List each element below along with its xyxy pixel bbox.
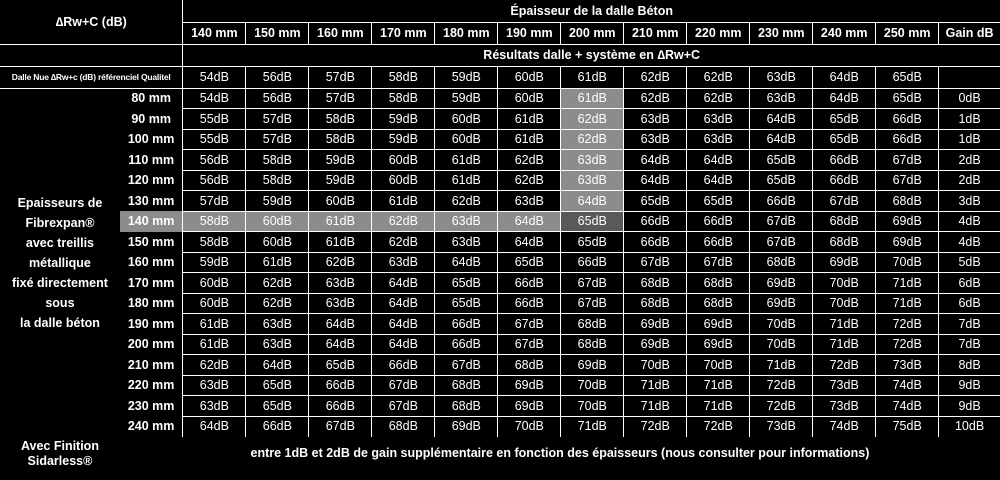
table-cell: 58dB [309,129,372,150]
table-cell: 68dB [876,191,939,212]
table-cell: 67dB [498,314,561,335]
table-cell: 66dB [687,211,750,232]
table-cell: 10dB [939,416,1000,437]
table-cell: 67dB [561,273,624,294]
table-cell: 7dB [939,314,1000,335]
table-cell: 64dB [813,88,876,109]
table-cell: 67dB [813,191,876,212]
side-label-line: la dalle béton [20,315,100,330]
table-cell: 56dB [183,150,246,171]
table-cell: 58dB [183,232,246,253]
table-cell: 70dB [561,375,624,396]
reference-value: 57dB [309,66,372,88]
reference-value: 60dB [498,66,561,88]
table-cell: 55dB [183,109,246,130]
table-cell: 61dB [183,314,246,335]
footer-label-line: Sidarless® [27,453,93,468]
table-cell: 64dB [435,252,498,273]
table-cell: 73dB [813,396,876,417]
table-cell: 66dB [435,314,498,335]
reference-value: 59dB [435,66,498,88]
table-cell: 60dB [246,211,309,232]
table-cell: 64dB [561,191,624,212]
table-cell: 66dB [309,375,372,396]
table-row [0,252,1000,273]
table-cell: 2dB [939,170,1000,191]
table-cell: 75dB [876,416,939,437]
row-thickness: 190 mm [127,316,175,331]
table-row [0,170,1000,191]
table-cell: 70dB [813,273,876,294]
table-cell: 62dB [498,150,561,171]
row-thickness: 180 mm [127,296,175,310]
column-header: 210 mm [624,22,687,44]
table-cell: 69dB [435,416,498,437]
table-cell: 68dB [561,314,624,335]
table-cell: 72dB [750,396,813,417]
table-cell: 66dB [813,170,876,191]
table-cell: 63dB [687,129,750,150]
table-cell: 66dB [561,252,624,273]
table-cell: 71dB [876,293,939,314]
table-row [0,375,1000,396]
table-cell: 57dB [246,109,309,130]
table-cell: 4dB [939,211,1000,232]
row-thickness: 80 mm [131,91,171,106]
table-cell: 66dB [876,129,939,150]
table-cell: 62dB [246,273,309,294]
table-cell: 68dB [498,355,561,376]
table-cell: 65dB [435,273,498,294]
row-thickness: 140 mm [120,211,183,232]
table-cell: 65dB [561,211,624,232]
table-row [0,273,1000,294]
table-cell: 60dB [183,293,246,314]
reference-value [939,66,1000,88]
table-cell: 59dB [309,170,372,191]
table-cell: 64dB [183,416,246,437]
table-cell: 65dB [750,150,813,171]
table-cell: 63dB [246,314,309,335]
table-cell: 61dB [246,252,309,273]
table-cell: 61dB [309,211,372,232]
table-cell: 67dB [498,334,561,355]
table-cell: 67dB [687,252,750,273]
row-thickness: 170 mm [127,275,175,290]
table-cell: 68dB [435,375,498,396]
table-cell: 67dB [876,170,939,191]
table-cell: 64dB [372,273,435,294]
reference-value: 54dB [183,66,246,88]
table-cell: 65dB [624,191,687,212]
table-cell: 54dB [183,88,246,109]
table-row [0,416,1000,437]
row-thickness: 150 mm [127,234,175,249]
table-cell: 72dB [876,314,939,335]
table-cell: 69dB [561,355,624,376]
table-row [0,129,1000,150]
table-cell: 7dB [939,334,1000,355]
table-cell: 71dB [687,375,750,396]
table-cell: 63dB [183,396,246,417]
side-label-line: sous [45,295,75,310]
table-cell: 66dB [498,293,561,314]
table-cell: 71dB [813,334,876,355]
table-cell: 64dB [372,314,435,335]
table-cell: 69dB [813,252,876,273]
table-cell: 72dB [750,375,813,396]
table-cell: 64dB [309,334,372,355]
table-cell: 56dB [183,170,246,191]
table-cell: 72dB [813,355,876,376]
table-cell: 69dB [750,273,813,294]
table-cell: 65dB [876,88,939,109]
table-cell: 63dB [624,129,687,150]
column-header: 220 mm [687,22,750,44]
table-cell: 60dB [435,109,498,130]
column-header: Gain dB [939,22,1000,44]
table-cell: 70dB [750,314,813,335]
table-cell: 61dB [561,88,624,109]
table-cell: 62dB [246,293,309,314]
table-cell: 63dB [750,88,813,109]
table-cell: 66dB [750,191,813,212]
table-cell: 59dB [246,191,309,212]
table-cell: 63dB [309,293,372,314]
table-cell: 65dB [246,396,309,417]
table-cell: 6dB [939,273,1000,294]
table-cell: 62dB [561,109,624,130]
table-cell: 69dB [498,375,561,396]
table-cell: 63dB [498,191,561,212]
table-cell: 60dB [183,273,246,294]
table-cell: 68dB [813,232,876,253]
table-cell: 59dB [372,109,435,130]
table-cell: 67dB [561,293,624,314]
table-cell: 58dB [246,150,309,171]
footer-text: entre 1dB et 2dB de gain supplémentaire en fonction des épaisseurs (nous consulter pour informations) [250,446,870,461]
table-cell: 63dB [687,109,750,130]
reference-value: 62dB [687,66,750,88]
table-cell: 74dB [876,396,939,417]
table-cell: 62dB [183,355,246,376]
table-cell: 68dB [372,416,435,437]
table-cell: 60dB [246,232,309,253]
table-cell: 64dB [624,170,687,191]
table-cell: 62dB [309,252,372,273]
table-cell: 71dB [813,314,876,335]
table-cell: 63dB [624,109,687,130]
table-cell: 65dB [750,170,813,191]
column-header: 180 mm [435,22,498,44]
table-cell: 69dB [687,314,750,335]
table-cell: 74dB [813,416,876,437]
side-label-line: métallique [29,255,91,270]
table-cell: 57dB [246,129,309,150]
table-cell: 68dB [435,396,498,417]
table-cell: 67dB [309,416,372,437]
side-label-line: avec treillis [25,235,94,250]
table-cell: 65dB [561,232,624,253]
table-row [0,334,1000,355]
table-cell: 67dB [372,375,435,396]
table-cell: 64dB [750,109,813,130]
reference-value: 63dB [750,66,813,88]
column-header: 230 mm [750,22,813,44]
column-header: 250 mm [876,22,939,44]
table-cell: 63dB [561,150,624,171]
table-cell: 58dB [372,88,435,109]
column-header: 240 mm [813,22,876,44]
footer-label [0,437,120,471]
table-cell: 61dB [183,334,246,355]
side-label-line: Fibrexpan® [25,215,95,230]
table-cell: 63dB [435,232,498,253]
table-cell: 64dB [372,293,435,314]
table-cell: 65dB [687,191,750,212]
table-cell: 57dB [309,88,372,109]
table-cell: 61dB [435,170,498,191]
table-row [0,191,1000,212]
table-cell: 58dB [309,109,372,130]
table-cell: 60dB [372,170,435,191]
table-cell: 8dB [939,355,1000,376]
column-header: 170 mm [372,22,435,44]
table-cell: 73dB [813,375,876,396]
table-row [0,314,1000,335]
table-cell: 56dB [246,88,309,109]
reference-value: 64dB [813,66,876,88]
table-cell: 64dB [750,129,813,150]
table-row [0,293,1000,314]
table-cell: 62dB [372,211,435,232]
row-thickness: 110 mm [128,152,175,167]
row-thickness: 90 mm [131,111,171,126]
table-cell: 65dB [246,375,309,396]
table-cell: 65dB [498,252,561,273]
table-cell: 60dB [372,150,435,171]
table-cell: 5dB [939,252,1000,273]
table-cell: 61dB [498,109,561,130]
side-label [0,88,120,437]
table-cell: 63dB [309,273,372,294]
table-cell: 68dB [624,273,687,294]
table-cell: 58dB [183,211,246,232]
table-cell: 9dB [939,396,1000,417]
table-row [0,232,1000,253]
table-cell: 3dB [939,191,1000,212]
table-cell: 66dB [813,150,876,171]
table-cell: 71dB [561,416,624,437]
table-cell: 63dB [435,211,498,232]
table-cell: 9dB [939,375,1000,396]
table-cell: 62dB [624,88,687,109]
table-cell: 55dB [183,129,246,150]
table-cell: 64dB [309,314,372,335]
table-cell: 66dB [498,273,561,294]
column-header: 190 mm [498,22,561,44]
table-cell: 64dB [498,232,561,253]
side-label-line: fixé directement [12,275,108,290]
results-title: Résultats dalle + système en ∆Rw+C [183,44,1000,66]
table-cell: 68dB [750,252,813,273]
table-cell: 63dB [246,334,309,355]
column-header: 200 mm [561,22,624,44]
reference-value: 61dB [561,66,624,88]
table-cell: 6dB [939,293,1000,314]
table-cell: 64dB [372,334,435,355]
table-cell: 59dB [435,88,498,109]
table-cell: 2dB [939,150,1000,171]
row-thickness: 210 mm [127,357,175,372]
table-cell: 70dB [624,355,687,376]
reference-value: 62dB [624,66,687,88]
row-thickness: 100 mm [127,132,175,146]
table-cell: 66dB [246,416,309,437]
table-row [0,396,1000,417]
table-cell: 59dB [183,252,246,273]
table-row [0,211,1000,232]
table-cell: 66dB [435,334,498,355]
table-cell: 62dB [561,129,624,150]
table-row [0,355,1000,376]
table-cell: 61dB [498,129,561,150]
table-cell: 65dB [309,355,372,376]
table-cell: 68dB [624,293,687,314]
table-cell: 59dB [309,150,372,171]
table-cell: 59dB [372,129,435,150]
column-header: 140 mm [183,22,246,44]
table-cell: 61dB [309,232,372,253]
table-cell: 62dB [498,170,561,191]
top-title: Épaisseur de la dalle Béton [183,0,1000,22]
row-thickness: 220 mm [127,378,175,392]
table-cell: 67dB [750,232,813,253]
column-header: 150 mm [246,22,309,44]
reference-row-label: Dalle Nue ∆Rw+c (dB) référenciel Qualitel [0,66,183,88]
table-cell: 1dB [939,109,1000,130]
reference-value: 65dB [876,66,939,88]
blank-corner [0,44,183,66]
table-cell: 69dB [624,314,687,335]
table-cell: 58dB [246,170,309,191]
table-cell: 70dB [561,396,624,417]
table-cell: 70dB [498,416,561,437]
table-cell: 72dB [876,334,939,355]
table-cell: 68dB [687,273,750,294]
table-cell: 72dB [687,416,750,437]
table-cell: 67dB [372,396,435,417]
reference-value: 58dB [372,66,435,88]
table-cell: 71dB [876,273,939,294]
table-cell: 64dB [624,150,687,171]
row-thickness: 120 mm [127,173,175,187]
table-cell: 57dB [183,191,246,212]
table-cell: 60dB [435,129,498,150]
row-thickness: 230 mm [127,398,175,413]
table-cell: 73dB [876,355,939,376]
table-cell: 67dB [624,252,687,273]
table-cell: 70dB [813,293,876,314]
table-cell: 65dB [813,109,876,130]
table-cell: 61dB [435,150,498,171]
table-cell: 63dB [561,170,624,191]
table-cell: 66dB [687,232,750,253]
table-cell: 69dB [750,293,813,314]
table-cell: 74dB [876,375,939,396]
table-cell: 70dB [876,252,939,273]
table-cell: 63dB [372,252,435,273]
table-cell: 71dB [624,375,687,396]
row-thickness: 160 mm [127,255,175,269]
table-cell: 66dB [309,396,372,417]
table-row [0,150,1000,171]
column-header: 160 mm [309,22,372,44]
footer-label-line: Avec Finition [20,439,99,454]
table-cell: 70dB [687,355,750,376]
table-cell: 0dB [939,88,1000,109]
table-cell: 64dB [246,355,309,376]
table-cell: 71dB [687,396,750,417]
table-cell: 68dB [687,293,750,314]
table-cell: 69dB [687,334,750,355]
table-cell: 64dB [687,170,750,191]
side-label-line: Epaisseurs de [17,195,103,210]
table-cell: 68dB [813,211,876,232]
table-cell: 69dB [498,396,561,417]
corner-label: ∆Rw+C (dB) [0,0,183,44]
table-cell: 60dB [498,88,561,109]
table-cell: 4dB [939,232,1000,253]
row-thickness: 200 mm [127,337,175,351]
table-cell: 68dB [561,334,624,355]
row-thickness: 240 mm [127,419,175,433]
table-cell: 67dB [435,355,498,376]
table-cell: 63dB [183,375,246,396]
table-cell: 62dB [372,232,435,253]
table-cell: 67dB [876,150,939,171]
table-cell: 66dB [372,355,435,376]
table-cell: 66dB [624,232,687,253]
table-cell: 69dB [876,211,939,232]
table-cell: 65dB [813,129,876,150]
table-cell: 60dB [309,191,372,212]
table-cell: 1dB [939,129,1000,150]
table-row [0,109,1000,130]
table-cell: 62dB [687,88,750,109]
row-thickness: 130 mm [127,193,175,208]
table-cell: 66dB [876,109,939,130]
table-row [0,88,1000,109]
reference-value: 56dB [246,66,309,88]
table-cell: 73dB [750,416,813,437]
table-cell: 62dB [435,191,498,212]
table-cell: 71dB [750,355,813,376]
table-cell: 61dB [372,191,435,212]
table-cell: 69dB [624,334,687,355]
table-cell: 67dB [750,211,813,232]
table-cell: 72dB [624,416,687,437]
table-cell: 69dB [876,232,939,253]
table-cell: 71dB [624,396,687,417]
table-cell: 66dB [624,211,687,232]
table-cell: 70dB [750,334,813,355]
table-cell: 64dB [498,211,561,232]
table-cell: 64dB [687,150,750,171]
table-cell: 65dB [435,293,498,314]
